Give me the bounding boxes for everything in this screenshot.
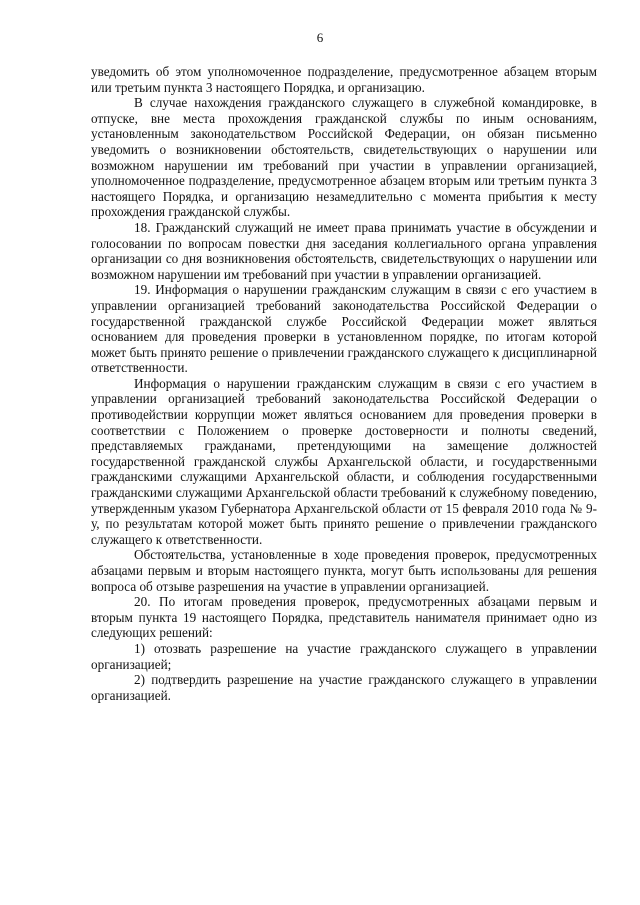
paragraph-item-18: 18. Гражданский служащий не имеет права принимать участие в обсуждении и голосовании по вопросам повестки дня заседания коллегиального органа управления организации со дня возникновения обстоятельств, свидетельствующих о нарушении или возможном нарушении им требований при участии в управлении организацией.	[91, 219, 597, 282]
paragraph-anti-corruption: Информация о нарушении гражданским служащим в связи с его участием в управлении организацией требований законодательства Российской Федерации о противодействии коррупции может являться основанием для проведения проверки в соответствии с Положением о проверке достоверности и полноты сведений, представляемых гражданами, претендующими на замещение должностей государственной гражданской службы Архангельской области, и государственными гражданскими служащими Архангельской области, и соблюдения государственными гражданскими служащими Архангельской области требований к служебному поведению, утвержденным указом Губернатора Архангельской области от 15 февраля 2010 года № 9-у, по результатам которой может быть принято решение о привлечении гражданского служащего к ответственности.	[91, 375, 597, 547]
paragraph-notify-continuation: уведомить об этом уполномоченное подразделение, предусмотренное абзацем вторым или третьим пункта 3 настоящего Порядка, и организацию.	[91, 64, 597, 95]
page-number: 6	[316, 30, 324, 45]
paragraph-business-trip: В случае нахождения гражданского служащего в служебной командировке, в отпуске, вне места прохождения гражданской службы по иным основаниям, установленным законодательством Российской Федерации, он обязан письменно уведомить о возникновении обстоятельств, свидетельствующих о нарушении или возможном нарушении им требований при участии в управлении организацией, уполномоченное подразделение, предусмотренное абзацем вторым или третьим пункта 3 настоящего Порядка, и организацию незамедлительно с момента прибытия к месту прохождения гражданской службы.	[91, 95, 597, 220]
paragraph-item-20: 20. По итогам проведения проверок, предусмотренных абзацами первым и вторым пункта 19 настоящего Порядка, представитель нанимателя принимает одно из следующих решений:	[91, 594, 597, 641]
document-body	[91, 64, 597, 703]
paragraph-decision-2: 2) подтвердить разрешение на участие гражданского служащего в управлении организацией.	[91, 672, 597, 703]
paragraph-circumstances: Обстоятельства, установленные в ходе проведения проверок, предусмотренных абзацами первым и вторым настоящего пункта, могут быть использованы для решения вопроса об отзыве разрешения на участие в управлении организацией.	[91, 547, 597, 594]
paragraph-decision-1: 1) отозвать разрешение на участие гражданского служащего в управлении организацией;	[91, 640, 597, 672]
paragraph-item-19: 19. Информация о нарушении гражданским служащим в связи с его участием в управлении организацией требований законодательства Российской Федерации о государственной гражданской службе Российской Федерации может являться основанием для проведения проверки в установленном порядке, по итогам которой может быть принято решение о привлечении гражданского служащего к дисциплинарной ответственности.	[91, 282, 597, 376]
